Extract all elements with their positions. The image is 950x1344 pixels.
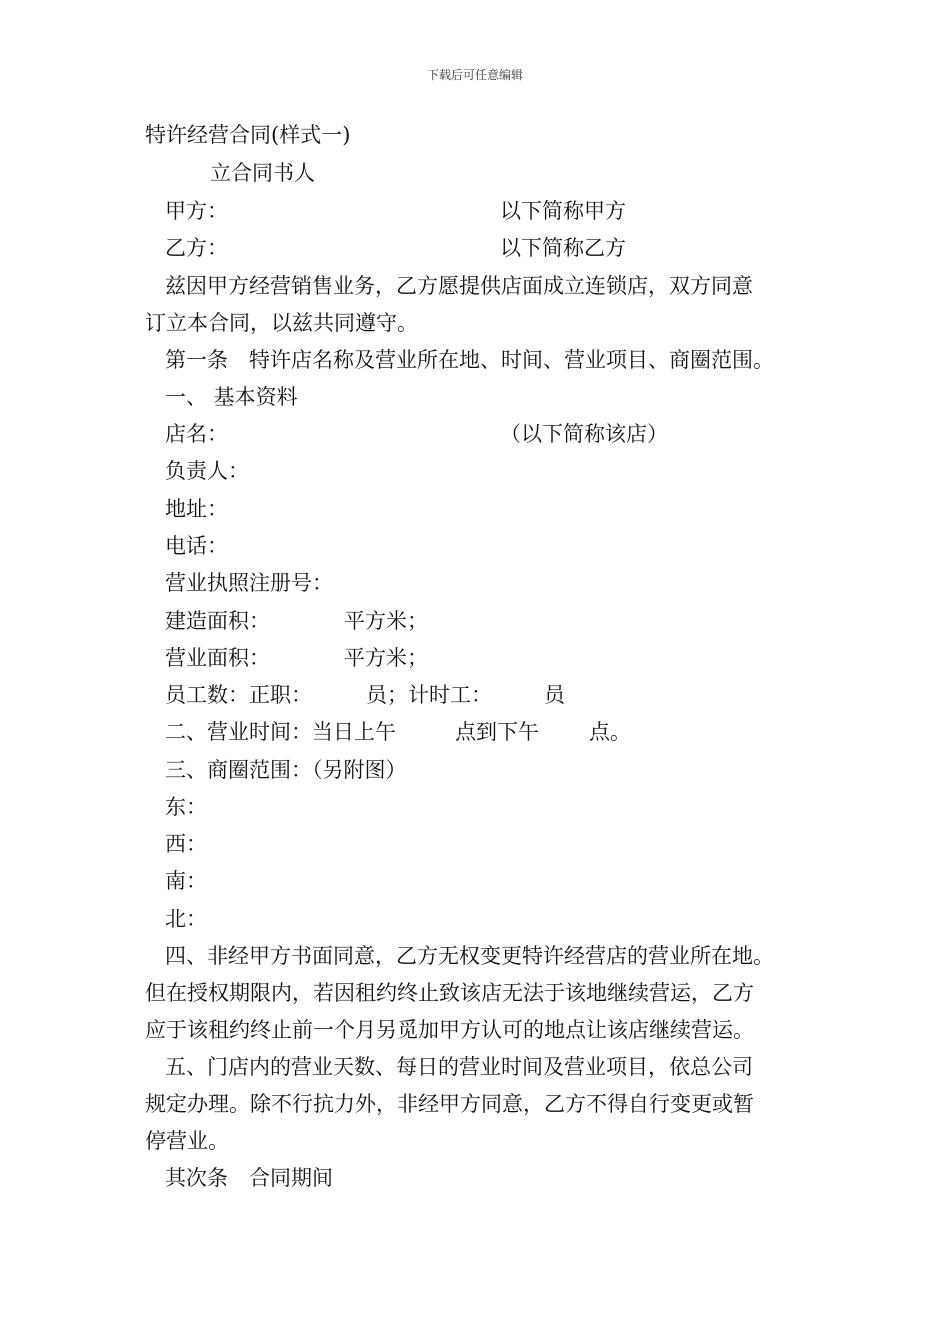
document-title: 特许经营合同(样式一)	[145, 123, 351, 147]
business-area-label: 营业面积：	[165, 646, 270, 670]
store-name-label: 店名：	[165, 422, 228, 446]
party-a-label: 甲方：	[165, 199, 228, 223]
address-field: 地址：	[165, 497, 228, 521]
license-field: 营业执照注册号：	[165, 571, 333, 595]
page-header: 下载后可任意编辑	[426, 68, 523, 82]
preamble-line-2: 订立本合同，以兹共同遵守。	[145, 311, 418, 335]
direction-north: 北：	[165, 907, 207, 931]
store-name-alias: （以下简称该店）	[500, 422, 668, 446]
direction-south: 南：	[165, 869, 207, 893]
party-b-alias: 以下简称乙方	[500, 236, 626, 260]
signatories-heading: 立合同书人	[210, 161, 315, 185]
section-5-line-1: 五、门店内的营业天数、每日的营业时间及营业项目，依总公司	[165, 1055, 753, 1079]
building-area-label: 建造面积：	[165, 609, 270, 633]
hours-end: 点。	[589, 720, 631, 744]
staff-label: 员工数：正职：	[165, 683, 312, 707]
party-b-label: 乙方：	[165, 236, 228, 260]
article-2-title: 其次条 合同期间	[165, 1166, 333, 1190]
section-1-title: 一、 基本资料	[165, 385, 298, 409]
staff-unit-1: 员；计时工：	[366, 683, 492, 707]
section-3-title: 三、商圈范围：（另附图）	[165, 758, 407, 782]
business-area-unit: 平方米；	[344, 646, 428, 670]
section-5-line-2: 规定办理。除不行抗力外，非经甲方同意，乙方不得自行变更或暂	[145, 1092, 754, 1116]
direction-east: 东：	[165, 795, 207, 819]
article-1-title: 第一条 特许店名称及营业所在地、时间、营业项目、商圈范围。	[165, 348, 774, 372]
building-area-unit: 平方米；	[344, 609, 428, 633]
manager-field: 负责人：	[165, 459, 249, 483]
party-a-alias: 以下简称甲方	[500, 199, 626, 223]
section-5-line-3: 停营业。	[145, 1129, 229, 1153]
staff-unit-2: 员	[544, 683, 565, 707]
direction-west: 西：	[165, 832, 207, 856]
section-4-line-1: 四、非经甲方书面同意，乙方无权变更特许经营店的营业所在地。	[165, 944, 774, 968]
phone-field: 电话：	[165, 534, 228, 558]
preamble-line-1: 兹因甲方经营销售业务，乙方愿提供店面成立连锁店，双方同意	[165, 274, 753, 298]
section-4-line-2: 但在授权期限内，若因租约终止致该店无法于该地继续营运，乙方	[145, 981, 754, 1005]
hours-label: 二、营业时间：当日上午	[165, 720, 396, 744]
section-4-line-3: 应于该租约终止前一个月另觅加甲方认可的地点让该店继续营运。	[145, 1018, 754, 1042]
hours-mid: 点到下午	[455, 720, 539, 744]
